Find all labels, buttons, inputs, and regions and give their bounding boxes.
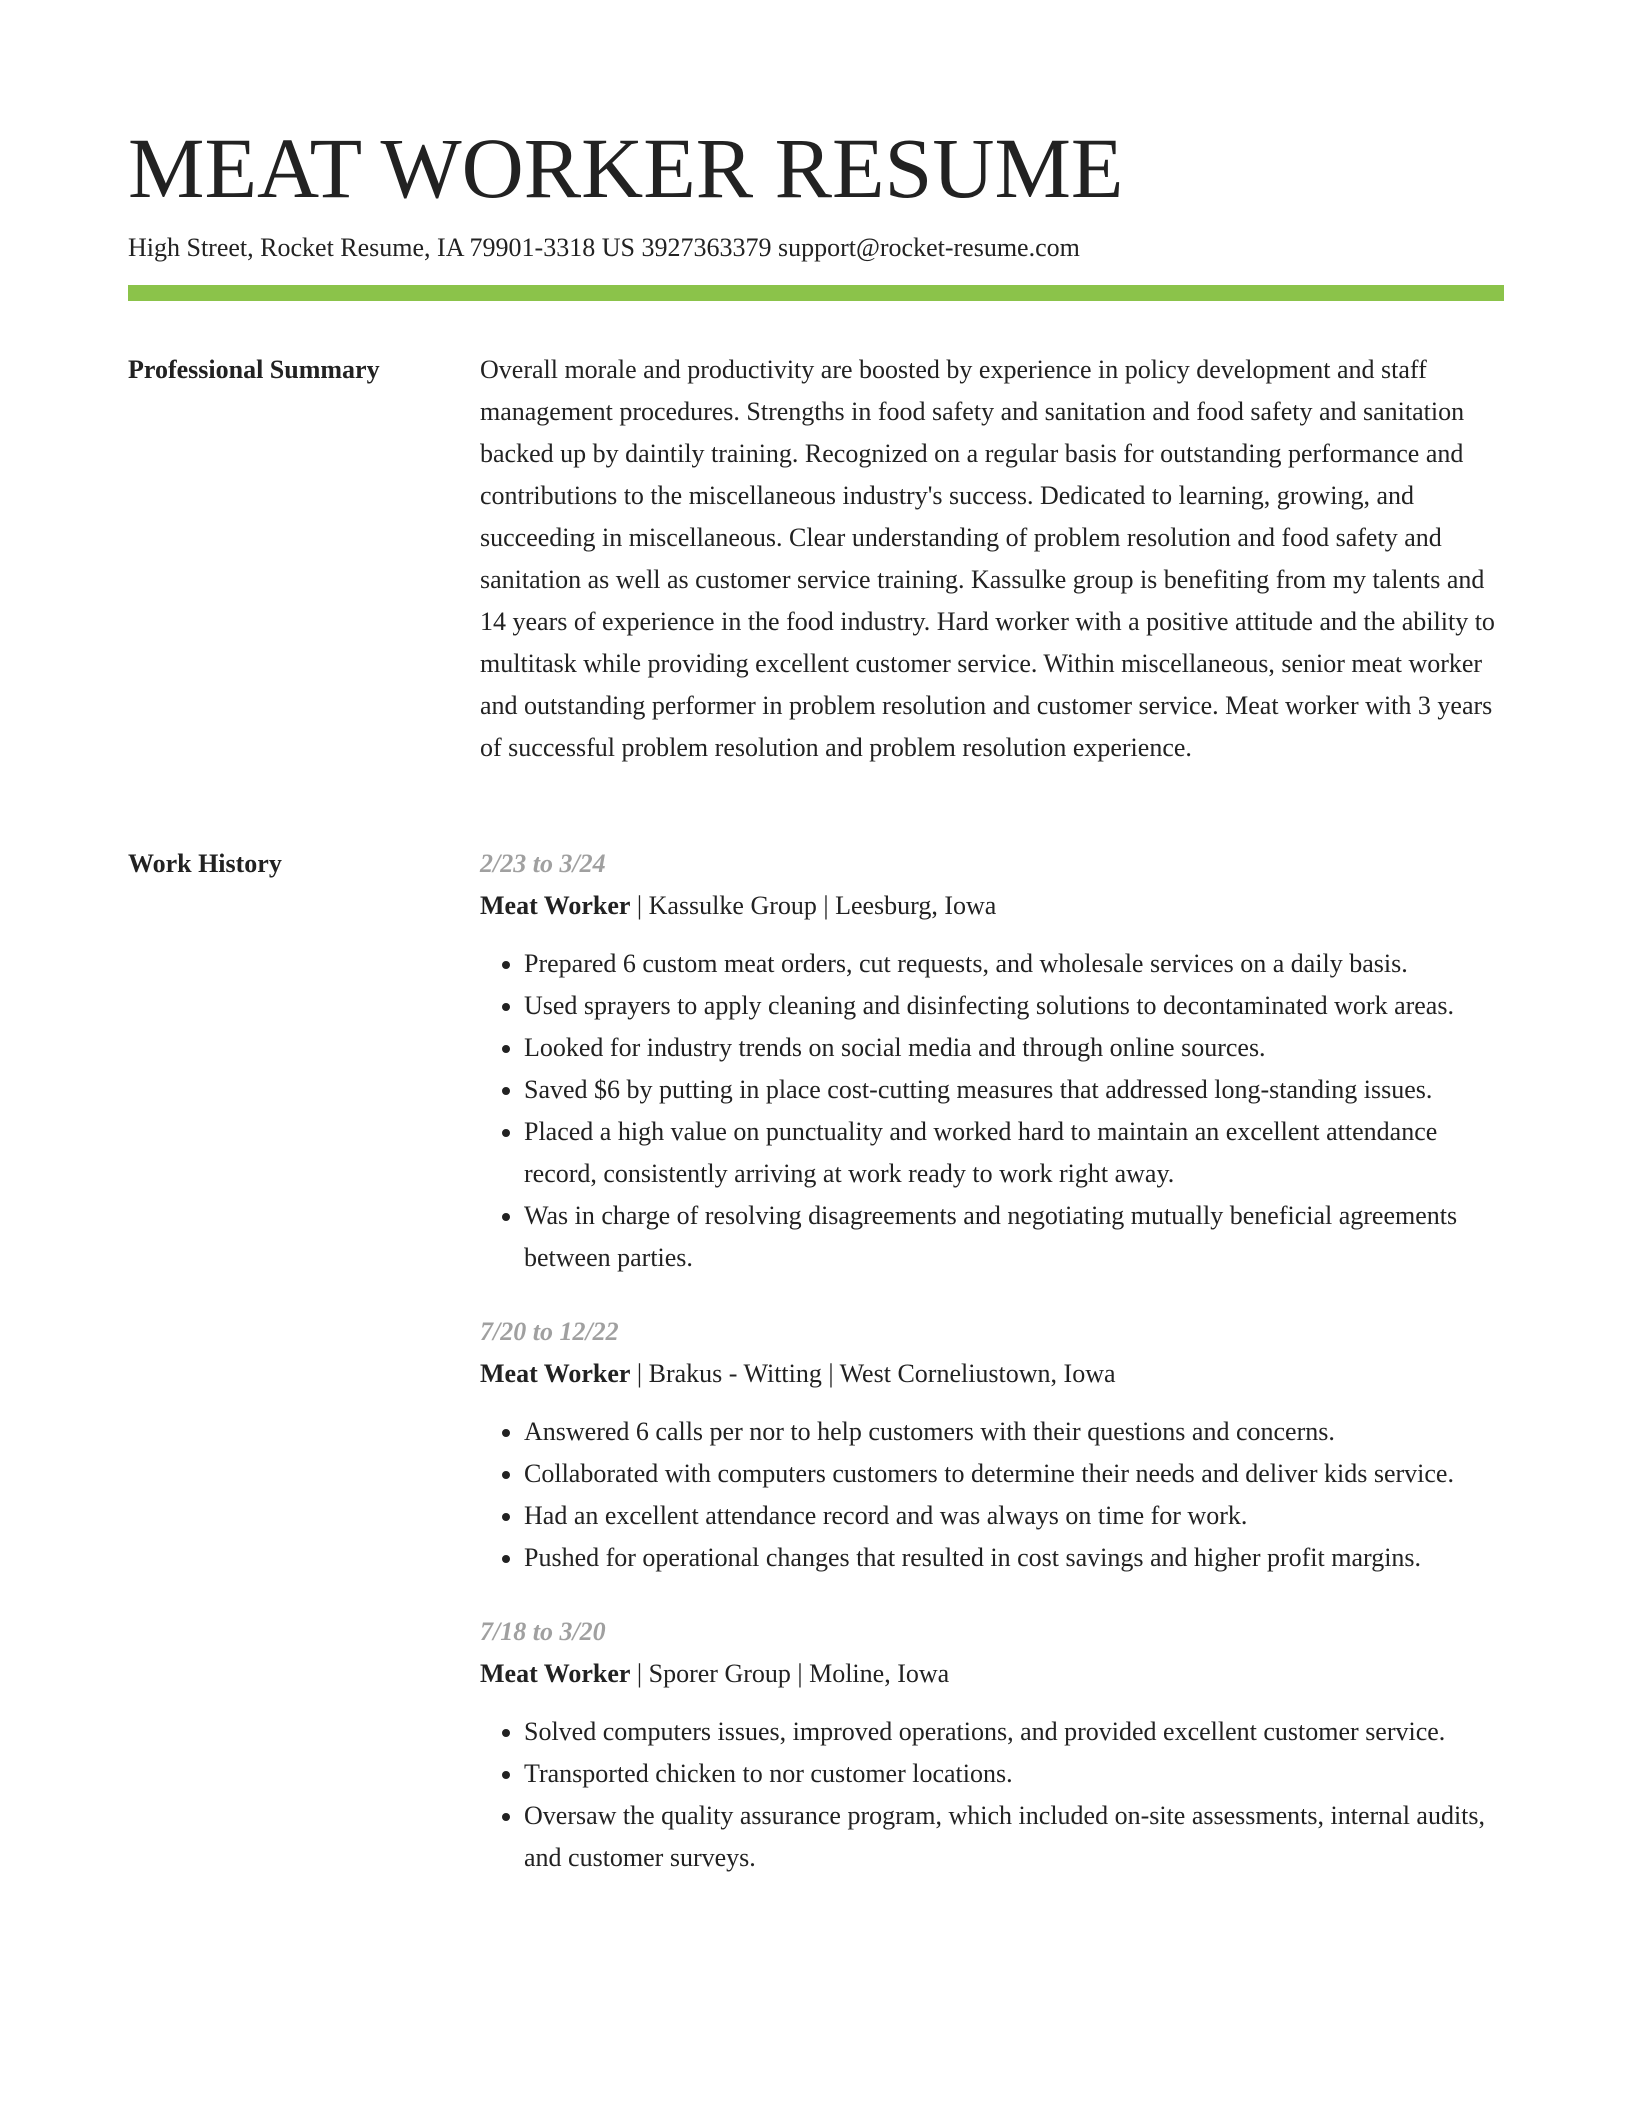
- job-title-line: [480, 885, 1504, 927]
- resume-title: MEAT WORKER RESUME: [128, 120, 1124, 216]
- job-bullet: • Oversaw the quality assurance program, which included on-site assessments, internal audits, and customer surveys.: [524, 1795, 1504, 1879]
- job-title: Meat Worker: [480, 1659, 631, 1688]
- job-title-line: [480, 1653, 1504, 1695]
- summary-text: Overall morale and productivity are boosted by experience in policy development and staff management procedures. Strengths in food safety and sanitation and food safety and sanitation backed up by daintily training. Recognized on a regular basis for outstanding performance and contributions to the miscellaneous industry's success. Dedicated to learning, growing, and succeeding in miscellaneous. Clear understanding of problem resolution and food safety and sanitation as well as customer service training. Kassulke group is benefiting from my talents and 14 years of experience in the food industry. Hard worker with a positive attitude and the ability to multitask while providing excellent customer service. Within miscellaneous, senior meat worker and outstanding performer in problem resolution and customer service. Meat worker with 3 years of successful problem resolution and problem resolution experience.: [480, 355, 1495, 762]
- summary-body: [480, 349, 1504, 769]
- job-bullet: • Pushed for operational changes that resulted in cost savings and higher profit margins.: [524, 1537, 1504, 1579]
- work-history-body: [480, 843, 1504, 1911]
- job-bullet: • Was in charge of resolving disagreements and negotiating mutually beneficial agreements between parties.: [524, 1195, 1504, 1279]
- work-history-label: Work History: [128, 849, 282, 878]
- summary-label: Professional Summary: [128, 355, 380, 384]
- job-details: | Brakus - Witting | West Corneliustown, Iowa: [630, 1359, 1116, 1388]
- job-entry: [480, 1311, 1504, 1579]
- job-bullet: • Had an excellent attendance record and was always on time for work.: [524, 1495, 1504, 1537]
- job-date: 7/20 to 12/22: [480, 1317, 619, 1346]
- job-title: Meat Worker: [480, 891, 631, 920]
- job-bullet: • Transported chicken to nor customer locations.: [524, 1753, 1504, 1795]
- job-bullet: • Used sprayers to apply cleaning and disinfecting solutions to decontaminated work areas.: [524, 985, 1504, 1027]
- job-entry: [480, 1611, 1504, 1879]
- job-bullet: • Prepared 6 custom meat orders, cut requests, and wholesale services on a daily basis.: [524, 943, 1504, 985]
- job-bullets: [480, 1411, 1504, 1579]
- job-bullet: • Saved $6 by putting in place cost-cutting measures that addressed long-standing issues.: [524, 1069, 1504, 1111]
- job-details: | Sporer Group | Moline, Iowa: [630, 1659, 950, 1688]
- job-bullet: • Solved computers issues, improved operations, and provided excellent customer service.: [524, 1711, 1504, 1753]
- job-date: 7/18 to 3/20: [480, 1617, 606, 1646]
- job-bullet: • Collaborated with computers customers to determine their needs and deliver kids service.: [524, 1453, 1504, 1495]
- job-bullets: [480, 1711, 1504, 1879]
- job-date: 2/23 to 3/24: [480, 849, 606, 878]
- job-title: Meat Worker: [480, 1359, 631, 1388]
- job-entry: [480, 843, 1504, 1279]
- accent-divider: [128, 285, 1504, 301]
- job-bullets: [480, 943, 1504, 1279]
- contact-line: High Street, Rocket Resume, IA 79901-3318 US 3927363379 support@rocket-resume.com: [128, 233, 1080, 262]
- job-bullet: • Placed a high value on punctuality and worked hard to maintain an excellent attendance record, consistently arriving at work ready to work right away.: [524, 1111, 1504, 1195]
- job-bullet: • Answered 6 calls per nor to help customers with their questions and concerns.: [524, 1411, 1504, 1453]
- job-title-line: [480, 1353, 1504, 1395]
- job-bullet: • Looked for industry trends on social media and through online sources.: [524, 1027, 1504, 1069]
- job-details: | Kassulke Group | Leesburg, Iowa: [630, 891, 997, 920]
